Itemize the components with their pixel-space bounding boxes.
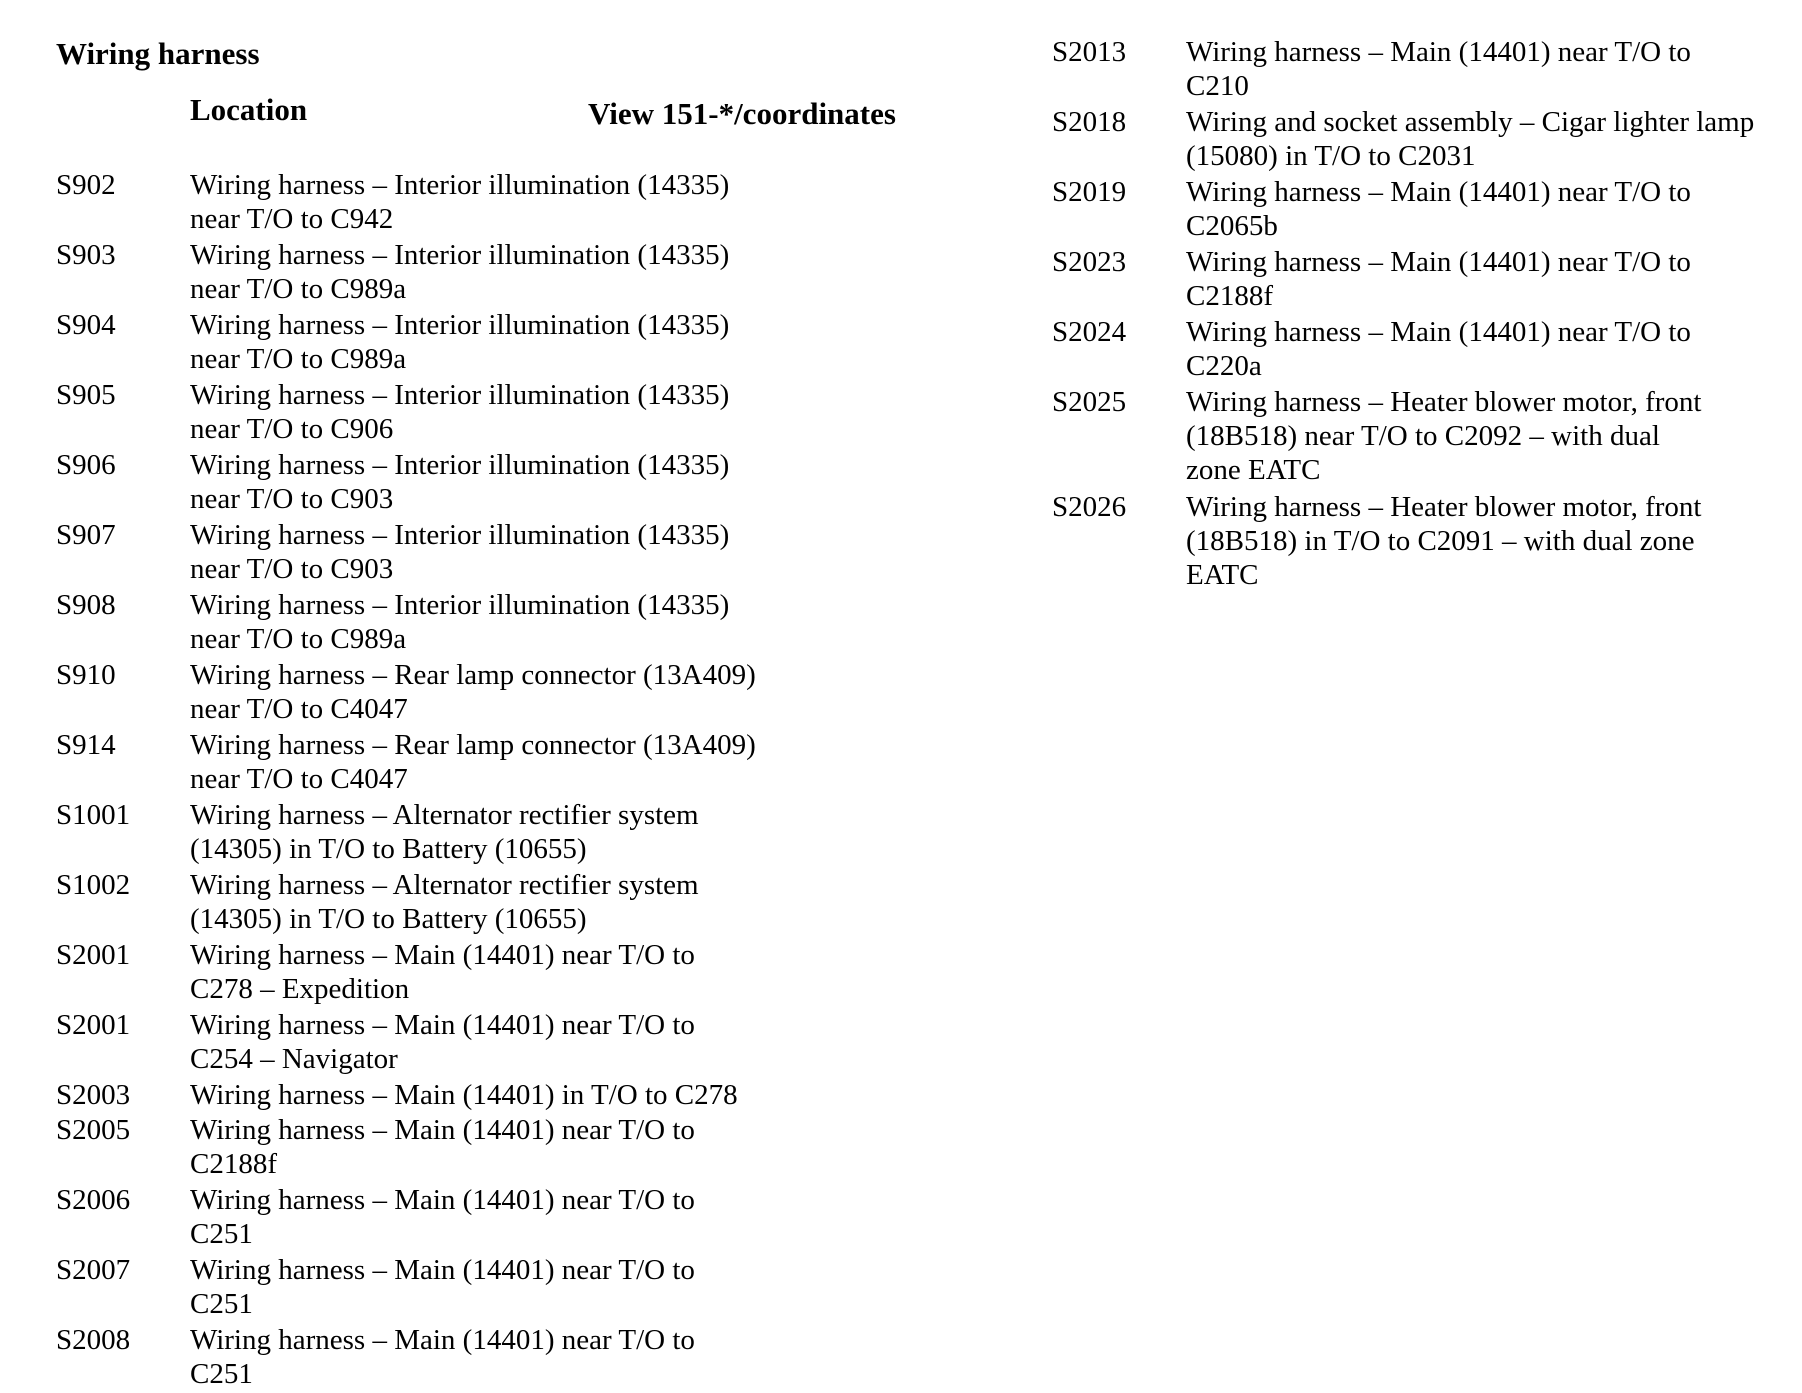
splice-code: S2001	[56, 939, 131, 971]
list-item	[1052, 35, 1792, 105]
splice-location: Wiring harness – Main (14401) near T/O to C210	[1186, 36, 1691, 102]
list-item	[56, 1183, 856, 1253]
splice-location: Wiring harness – Interior illumination (14335) near T/O to C989a	[190, 309, 730, 375]
splice-location: Wiring harness – Heater blower motor, front (18B518) near T/O to C2092 – with dual zone EATC	[1186, 386, 1702, 486]
splice-code: S2023	[1052, 246, 1127, 278]
splice-location: Wiring harness – Main (14401) near T/O to C251	[190, 1324, 695, 1390]
splice-location: Wiring harness – Heater blower motor, front (18B518) in T/O to C2091 – with dual zone EATC	[1186, 491, 1702, 591]
list-item	[56, 798, 856, 868]
splice-code: S2001	[56, 1009, 131, 1041]
list-item	[56, 308, 856, 378]
splice-code: S2024	[1052, 316, 1127, 348]
splice-location: Wiring harness – Main (14401) in T/O to C278	[190, 1079, 738, 1111]
splice-code: S904	[56, 309, 116, 341]
splice-location: Wiring harness – Main (14401) near T/O to C278 – Expedition	[190, 939, 695, 1005]
list-item	[1052, 315, 1792, 385]
splice-code: S914	[56, 729, 116, 761]
splice-code: S1001	[56, 799, 131, 831]
column-header-view: View 151-*/coordinates	[588, 96, 896, 131]
list-item	[56, 448, 856, 518]
splice-location: Wiring harness – Interior illumination (14335) near T/O to C903	[190, 449, 730, 515]
list-item	[56, 378, 856, 448]
list-item	[56, 1253, 856, 1323]
splice-location: Wiring harness – Main (14401) near T/O to C251	[190, 1254, 695, 1320]
splice-location: Wiring harness – Main (14401) near T/O to C2065b	[1186, 176, 1691, 242]
list-item	[56, 238, 856, 308]
list-item	[56, 868, 856, 938]
list-item	[56, 1113, 856, 1183]
splice-location: Wiring harness – Alternator rectifier system (14305) in T/O to Battery (10655)	[190, 799, 699, 865]
section-title: Wiring harness	[56, 36, 260, 71]
splice-location: Wiring harness – Interior illumination (14335) near T/O to C989a	[190, 589, 730, 655]
splice-code: S2019	[1052, 176, 1127, 208]
list-item	[56, 658, 856, 728]
splice-code: S908	[56, 589, 116, 621]
splice-code: S902	[56, 169, 116, 201]
list-item	[56, 728, 856, 798]
splice-location: Wiring harness – Interior illumination (14335) near T/O to C942	[190, 169, 730, 235]
splice-location: Wiring harness – Interior illumination (14335) near T/O to C906	[190, 379, 730, 445]
splice-code: S910	[56, 659, 116, 691]
splice-location: Wiring harness – Main (14401) near T/O to C251	[190, 1184, 695, 1250]
right-column-list	[1052, 35, 1792, 595]
list-item	[1052, 105, 1792, 175]
splice-location: Wiring harness – Rear lamp connector (13A409) near T/O to C4047	[190, 659, 756, 725]
left-column-list	[56, 168, 856, 1393]
splice-location: Wiring harness – Interior illumination (14335) near T/O to C989a	[190, 239, 730, 305]
list-item	[1052, 385, 1792, 490]
list-item	[56, 518, 856, 588]
list-item	[56, 938, 856, 1008]
splice-location: Wiring harness – Rear lamp connector (13A409) near T/O to C4047	[190, 729, 756, 795]
splice-location: Wiring harness – Main (14401) near T/O to C2188f	[190, 1114, 695, 1180]
splice-code: S2003	[56, 1079, 131, 1111]
list-item	[1052, 245, 1792, 315]
splice-code: S2007	[56, 1254, 131, 1286]
splice-code: S2018	[1052, 106, 1127, 138]
splice-code: S1002	[56, 869, 131, 901]
splice-code: S2026	[1052, 491, 1127, 523]
list-item	[56, 1323, 856, 1393]
splice-location: Wiring harness – Interior illumination (14335) near T/O to C903	[190, 519, 730, 585]
list-item	[56, 1008, 856, 1078]
splice-location: Wiring harness – Alternator rectifier system (14305) in T/O to Battery (10655)	[190, 869, 699, 935]
splice-code: S903	[56, 239, 116, 271]
list-item	[1052, 175, 1792, 245]
splice-code: S2025	[1052, 386, 1127, 418]
list-item	[56, 168, 856, 238]
splice-code: S906	[56, 449, 116, 481]
column-header-location: Location	[190, 92, 308, 127]
list-item	[1052, 490, 1792, 595]
list-item	[56, 1078, 856, 1113]
splice-location: Wiring harness – Main (14401) near T/O to C254 – Navigator	[190, 1009, 695, 1075]
splice-location: Wiring harness – Main (14401) near T/O to C2188f	[1186, 246, 1691, 312]
splice-code: S905	[56, 379, 116, 411]
list-item	[56, 588, 856, 658]
splice-code: S2006	[56, 1184, 131, 1216]
splice-code: S2013	[1052, 36, 1127, 68]
splice-code: S907	[56, 519, 116, 551]
splice-code: S2005	[56, 1114, 131, 1146]
splice-location: Wiring and socket assembly – Cigar lighter lamp (15080) in T/O to C2031	[1186, 106, 1755, 172]
splice-location: Wiring harness – Main (14401) near T/O to C220a	[1186, 316, 1691, 382]
splice-code: S2008	[56, 1324, 131, 1356]
